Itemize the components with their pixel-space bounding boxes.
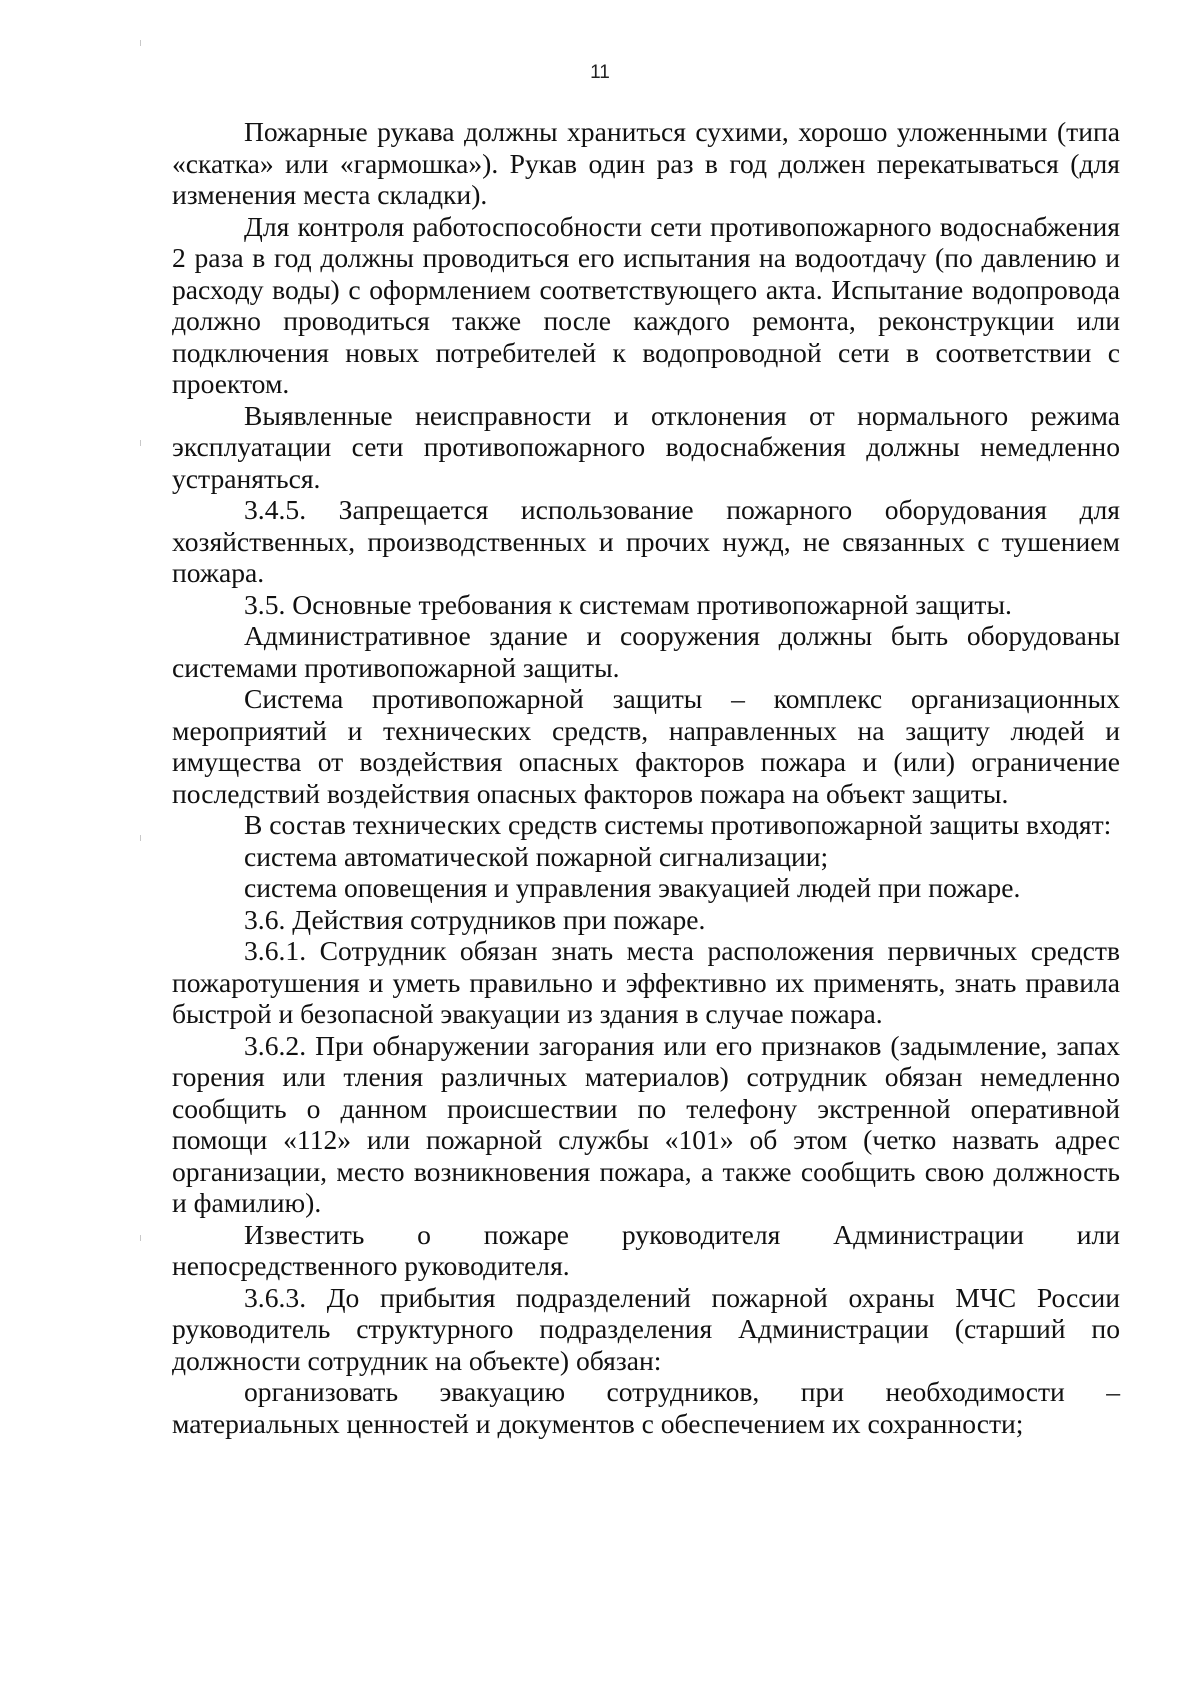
list-item-fire-alarm: система автоматической пожарной сигнализации; [244, 840, 829, 872]
list-item-organize-evacuation: организовать эвакуацию сотрудников, при необходимости – материальных ценностей и документов с обеспечением их сохранности; [172, 1376, 1120, 1439]
paragraph-3-6-3: 3.6.3. До прибытия подразделений пожарной охраны МЧС России руководитель структурного подразделения Администрации (старший по должности сотрудник на объекте) обязан: [172, 1281, 1120, 1376]
scan-margin-mark [140, 835, 141, 841]
paragraph-3-6-1: 3.6.1. Сотрудник обязан знать места расположения первичных средств пожаротушения и уметь правильно и эффективно их применять, знать правила быстрой и безопасной эвакуации из здания в случае пожара. [172, 935, 1120, 1029]
paragraph-technical-means: В состав технических средств системы противопожарной защиты входят: [244, 809, 1112, 840]
paragraph-3-6-2: 3.6.2. При обнаружении загорания или его признаков (задымление, запах горения или тления различных материалов) сотрудник обязан немедленно сообщить о данном происшествии по телефону экстренной оперативной помощи «112» или пожарной службы «101» об этом (четко назвать адрес организации, место возникновения пожара, а также сообщить свою должность и фамилию). [172, 1029, 1120, 1218]
section-heading-3-6: 3.6. Действия сотрудников при пожаре. [244, 903, 706, 935]
document-body [172, 116, 1120, 1439]
scan-margin-mark [140, 40, 141, 46]
paragraph-building-equipment: Административное здание и сооружения должны быть оборудованы системами противопожарной защиты. [172, 620, 1120, 683]
paragraph-fire-hoses-storage: Пожарные рукава должны храниться сухими, хорошо уложенными (типа «скатка» или «гармошка»). Рукав один раз в год должен перекатываться (для изменения места складки). [172, 116, 1120, 210]
list-item-evacuation-warning: система оповещения и управления эвакуацией людей при пожаре. [244, 872, 1021, 903]
page-number: 11 [590, 62, 610, 83]
scan-margin-mark [140, 1235, 141, 1241]
paragraph-protection-system-definition: Система противопожарной защиты – комплекс организационных мероприятий и технических средств, направленных на защиту людей и имущества от воздействия опасных факторов пожара и (или) ограничение последствий воздействия опасных факторов пожара на объект защиты. [172, 683, 1120, 809]
scan-margin-mark [140, 440, 141, 446]
section-heading-3-5: 3.5. Основные требования к системам противопожарной защиты. [244, 588, 1012, 620]
paragraph-3-4-5: 3.4.5. Запрещается использование пожарного оборудования для хозяйственных, производственных и прочих нужд, не связанных с тушением пожара. [172, 494, 1120, 588]
paragraph-notify-manager: Известить о пожаре руководителя Администрации или непосредственного руководителя. [172, 1218, 1120, 1281]
paragraph-faults-elimination: Выявленные неисправности и отклонения от нормального режима эксплуатации сети противопожарного водоснабжения должны немедленно устраняться. [172, 399, 1120, 494]
paragraph-water-supply-testing: Для контроля работоспособности сети противопожарного водоснабжения 2 раза в год должны проводиться его испытания на водоотдачу (по давлению и расходу воды) с оформлением соответствующего акта. Испытание водопровода должно проводиться также после каждого ремонта, реконструкции или подключения новых потребителей к водопроводной сети в соответствии с проектом. [172, 210, 1120, 399]
